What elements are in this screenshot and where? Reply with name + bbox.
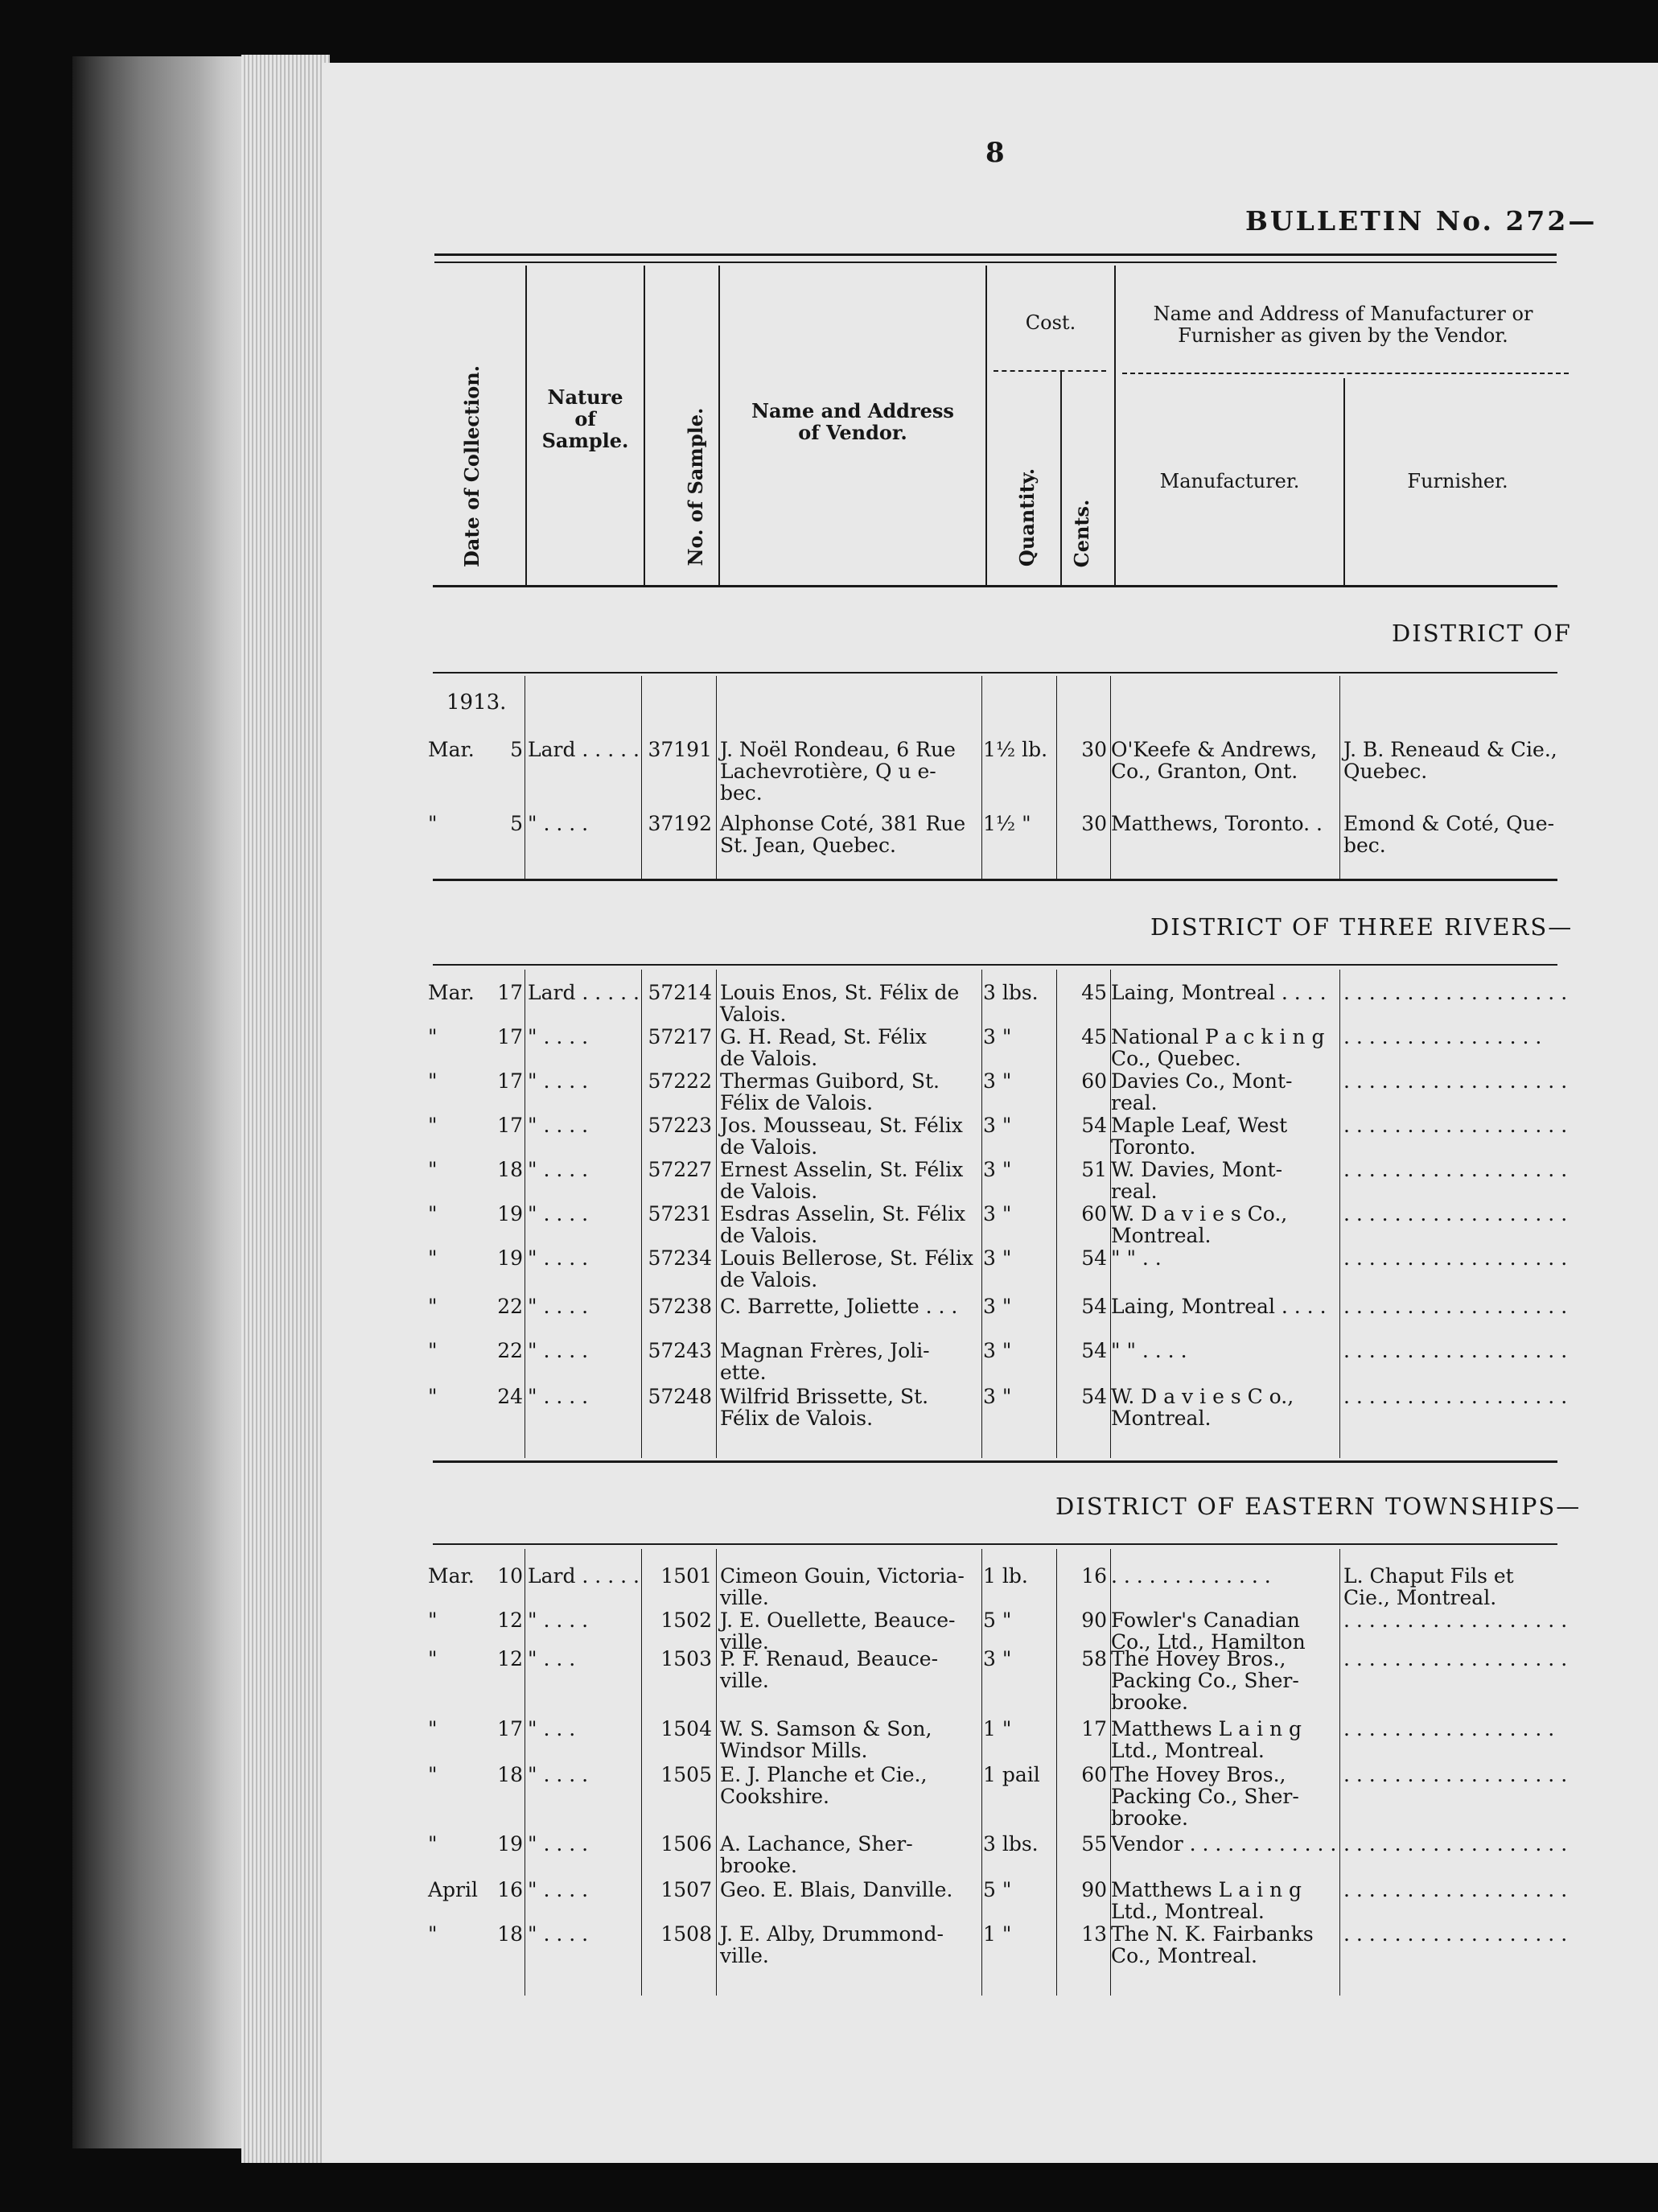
cell-nature: " . . . .	[528, 1295, 589, 1318]
cell-qty: 1½ "	[983, 812, 1031, 835]
cell-cents: 13	[1081, 1922, 1107, 1946]
cell-furnisher: . . . . . . . . . . . . . . . . . .	[1343, 1340, 1568, 1361]
cell-month: "	[428, 1158, 438, 1181]
cell-manufacturer: Laing, Montreal . . . .	[1111, 1295, 1327, 1318]
cell-vendor: W. S. Samson & Son, Windsor Mills.	[720, 1717, 932, 1762]
cell-month: "	[428, 1763, 438, 1786]
cell-sample: 57214	[648, 981, 712, 1004]
cell-month: Mar.	[428, 738, 475, 761]
cell-day: 12	[497, 1647, 523, 1670]
cell-day: 24	[497, 1385, 523, 1408]
cell-month: "	[428, 1295, 438, 1318]
section-top-rule	[433, 964, 1557, 966]
cell-cents: 60	[1081, 1763, 1107, 1786]
cell-furnisher: . . . . . . . . . . . . . . . . . .	[1343, 1070, 1568, 1092]
year-label: 1913.	[446, 690, 507, 715]
cell-manufacturer: Matthews L a i n g Ltd., Montreal.	[1111, 1717, 1302, 1762]
cell-furnisher: . . . . . . . . . . . . . . . . .	[1343, 1718, 1555, 1740]
cell-furnisher: . . . . . . . . . . . . . . . . . .	[1343, 1159, 1568, 1180]
cell-sample: 1506	[660, 1832, 712, 1856]
header-nature: Nature of Sample.	[541, 385, 629, 452]
cell-manufacturer: The Hovey Bros., Packing Co., Sher- brooke.	[1111, 1763, 1299, 1830]
header-manufacturer: Manufacturer.	[1159, 470, 1300, 492]
cell-nature: " . . . .	[528, 812, 589, 835]
cell-cents: 90	[1081, 1609, 1107, 1632]
cell-cents: 16	[1081, 1564, 1107, 1588]
cell-qty: 1 pail	[983, 1763, 1040, 1786]
cell-qty: 3 "	[983, 1202, 1012, 1225]
cell-day: 12	[497, 1609, 523, 1632]
cell-furnisher: . . . . . . . . . . . . . . . . . .	[1343, 1648, 1568, 1670]
cell-qty: 3 "	[983, 1647, 1012, 1670]
cell-nature: " . . .	[528, 1717, 576, 1740]
mfr-group-divider	[1122, 373, 1569, 374]
cell-nature: " . . . .	[528, 1609, 589, 1632]
cell-month: Mar.	[428, 981, 475, 1004]
cell-sample: 1503	[660, 1647, 712, 1670]
header-cents: Cents.	[1070, 499, 1093, 568]
header-sample-no: No. of Sample.	[684, 407, 707, 566]
cell-nature: " . . . .	[528, 1114, 589, 1137]
cell-nature: " . . . .	[528, 1922, 589, 1946]
cell-qty: 1½ lb.	[983, 738, 1048, 761]
column-divider	[716, 676, 717, 879]
section-top-rule	[433, 672, 1557, 673]
page-number: 8	[985, 137, 1005, 169]
cell-qty: 3 lbs.	[983, 981, 1039, 1004]
cell-day: 19	[497, 1832, 523, 1856]
cell-furnisher: . . . . . . . . . . . . . . . . . .	[1343, 1879, 1568, 1901]
cell-month: "	[428, 1202, 438, 1225]
cell-manufacturer: The Hovey Bros., Packing Co., Sher- brooke.	[1111, 1647, 1299, 1714]
cell-cents: 54	[1081, 1246, 1107, 1270]
cell-sample: 1502	[660, 1609, 712, 1632]
cell-vendor: Jos. Mousseau, St. Félix de Valois.	[720, 1114, 963, 1159]
cell-nature: Lard . . . . .	[528, 738, 640, 761]
cell-cents: 17	[1081, 1717, 1107, 1740]
cell-manufacturer: W. D a v i e s Co., Montreal.	[1111, 1202, 1288, 1247]
cell-day: 5	[510, 738, 523, 761]
cell-day: 17	[497, 1717, 523, 1740]
header-col-divider	[1060, 370, 1062, 585]
cell-manufacturer: " " . . . .	[1111, 1339, 1187, 1362]
cell-manufacturer: National P a c k i n g Co., Quebec.	[1111, 1025, 1325, 1070]
cell-vendor: Thermas Guibord, St. Félix de Valois.	[720, 1069, 940, 1114]
cell-sample: 37191	[648, 738, 712, 761]
cell-cents: 45	[1081, 1025, 1107, 1048]
page-stack-edge	[241, 55, 330, 2163]
cell-furnisher: Emond & Coté, Que- bec.	[1343, 812, 1555, 857]
cell-furnisher: . . . . . . . . . . . . . . . . . .	[1343, 1247, 1568, 1269]
cell-manufacturer: Fowler's Canadian Co., Ltd., Hamilton	[1111, 1609, 1306, 1654]
cell-manufacturer: O'Keefe & Andrews, Co., Granton, Ont.	[1111, 738, 1318, 783]
cell-nature: " . . . .	[528, 1385, 589, 1408]
header-furnisher: Furnisher.	[1407, 470, 1508, 492]
cell-month: "	[428, 1385, 438, 1408]
cell-cents: 54	[1081, 1385, 1107, 1408]
cell-month: "	[428, 1069, 438, 1093]
cell-sample: 1504	[660, 1717, 712, 1740]
cell-nature: " . . . .	[528, 1025, 589, 1048]
cell-furnisher: . . . . . . . . . . . . . . . .	[1343, 1026, 1542, 1048]
header-date: Date of Collection.	[460, 365, 483, 567]
header-col-divider	[644, 266, 645, 585]
cell-nature: " . . . .	[528, 1202, 589, 1225]
cell-qty: 3 "	[983, 1246, 1012, 1270]
cell-vendor: Geo. E. Blais, Danville.	[720, 1878, 953, 1901]
header-cost: Cost.	[1025, 311, 1076, 334]
district-heading: DISTRICT OF THREE RIVERS—	[1150, 913, 1574, 941]
cell-vendor: Cimeon Gouin, Victoria- ville.	[720, 1564, 965, 1609]
column-divider	[1056, 676, 1057, 879]
cell-sample: 57231	[648, 1202, 712, 1225]
cell-manufacturer: Davies Co., Mont- real.	[1111, 1069, 1293, 1114]
header-vendor: Name and Address of Vendor.	[751, 399, 954, 444]
cell-month: "	[428, 1339, 438, 1362]
cell-vendor: Magnan Frères, Joli- ette.	[720, 1339, 930, 1384]
book-spine-edge	[72, 56, 249, 2148]
cell-vendor: E. J. Planche et Cie., Cookshire.	[720, 1763, 928, 1808]
cell-vendor: P. F. Renaud, Beauce- ville.	[720, 1647, 939, 1692]
cell-month: "	[428, 1114, 438, 1137]
cell-qty: 3 "	[983, 1158, 1012, 1181]
column-divider	[641, 676, 642, 879]
cell-cents: 54	[1081, 1295, 1107, 1318]
cell-furnisher: . . . . . . . . . . . . . . . . . .	[1343, 982, 1568, 1003]
cell-vendor: G. H. Read, St. Félix de Valois.	[720, 1025, 928, 1070]
cell-vendor: Alphonse Coté, 381 Rue St. Jean, Quebec.	[720, 812, 966, 857]
cell-vendor: J. E. Ouellette, Beauce- ville.	[720, 1609, 956, 1654]
cell-sample: 1507	[660, 1878, 712, 1901]
cell-month: "	[428, 1832, 438, 1856]
cell-nature: Lard . . . . .	[528, 1564, 640, 1588]
cell-cents: 55	[1081, 1832, 1107, 1856]
cell-sample: 57217	[648, 1025, 712, 1048]
cell-day: 19	[497, 1202, 523, 1225]
cell-month: April	[428, 1878, 478, 1901]
cell-manufacturer: Laing, Montreal . . . .	[1111, 981, 1327, 1004]
cell-nature: Lard . . . . .	[528, 981, 640, 1004]
cell-manufacturer: W. D a v i e s C o., Montreal.	[1111, 1385, 1294, 1430]
cell-sample: 57243	[648, 1339, 712, 1362]
cell-cents: 30	[1081, 738, 1107, 761]
cell-cents: 58	[1081, 1647, 1107, 1670]
cell-qty: 1 "	[983, 1717, 1012, 1740]
cell-furnisher: . . . . . . . . . . . . . . . . . .	[1343, 1295, 1568, 1317]
cell-sample: 1501	[660, 1564, 712, 1588]
section-top-rule	[433, 1543, 1557, 1545]
cell-month: "	[428, 1922, 438, 1946]
cell-day: 16	[497, 1878, 523, 1901]
cost-divider	[994, 370, 1106, 372]
cell-day: 17	[497, 1069, 523, 1093]
cell-sample: 1508	[660, 1922, 712, 1946]
cell-manufacturer: The N. K. Fairbanks Co., Montreal.	[1111, 1922, 1314, 1967]
cell-furnisher: L. Chaput Fils et Cie., Montreal.	[1343, 1564, 1514, 1609]
cell-day: 5	[510, 812, 523, 835]
cell-day: 17	[497, 1114, 523, 1137]
cell-day: 19	[497, 1246, 523, 1270]
cell-day: 22	[497, 1339, 523, 1362]
cell-month: "	[428, 1647, 438, 1670]
cell-nature: " . . . .	[528, 1158, 589, 1181]
cell-qty: 3 "	[983, 1025, 1012, 1048]
cell-sample: 57238	[648, 1295, 712, 1318]
cell-sample: 57234	[648, 1246, 712, 1270]
cell-vendor: C. Barrette, Joliette . . .	[720, 1295, 958, 1318]
cell-month: Mar.	[428, 1564, 475, 1588]
cell-cents: 60	[1081, 1069, 1107, 1093]
cell-sample: 57227	[648, 1158, 712, 1181]
bulletin-header: BULLETIN No. 272—	[1245, 205, 1598, 237]
cell-day: 22	[497, 1295, 523, 1318]
cell-vendor: A. Lachance, Sher- brooke.	[720, 1832, 913, 1877]
cell-cents: 60	[1081, 1202, 1107, 1225]
cell-nature: " . . . .	[528, 1069, 589, 1093]
cell-cents: 54	[1081, 1114, 1107, 1137]
header-top-rule	[434, 253, 1557, 256]
cell-cents: 30	[1081, 812, 1107, 835]
header-quantity: Quantity.	[1015, 468, 1039, 567]
cell-qty: 3 "	[983, 1339, 1012, 1362]
cell-manufacturer: Vendor . . . . . . . . . . . .	[1111, 1832, 1337, 1856]
cell-sample: 57223	[648, 1114, 712, 1137]
cell-manufacturer: Matthews, Toronto. .	[1111, 812, 1323, 835]
cell-cents: 51	[1081, 1158, 1107, 1181]
cell-manufacturer: . . . . . . . . . . . . .	[1111, 1564, 1271, 1588]
cell-day: 18	[497, 1922, 523, 1946]
cell-qty: 5 "	[983, 1609, 1012, 1632]
cell-month: "	[428, 1246, 438, 1270]
cell-qty: 1 lb.	[983, 1564, 1028, 1588]
cell-furnisher: J. B. Reneaud & Cie., Quebec.	[1343, 738, 1557, 783]
cell-furnisher: . . . . . . . . . . . . . . . . . .	[1343, 1833, 1568, 1855]
cell-qty: 3 "	[983, 1385, 1012, 1408]
cell-furnisher: . . . . . . . . . . . . . . . . . .	[1343, 1386, 1568, 1407]
cell-furnisher: . . . . . . . . . . . . . . . . . .	[1343, 1764, 1568, 1786]
header-top-rule-2	[434, 262, 1557, 263]
cell-vendor: Ernest Asselin, St. Félix de Valois.	[720, 1158, 964, 1203]
cell-qty: 1 "	[983, 1922, 1012, 1946]
cell-furnisher: . . . . . . . . . . . . . . . . . .	[1343, 1114, 1568, 1136]
cell-qty: 5 "	[983, 1878, 1012, 1901]
cell-month: "	[428, 1609, 438, 1632]
column-divider	[716, 970, 717, 1458]
district-heading: DISTRICT OF	[1392, 620, 1572, 647]
header-bottom-rule	[433, 585, 1557, 587]
cell-day: 18	[497, 1763, 523, 1786]
cell-qty: 3 "	[983, 1114, 1012, 1137]
cell-vendor: J. E. Alby, Drummond- ville.	[720, 1922, 944, 1967]
header-mfr-group: Name and Address of Manufacturer or Furnisher as given by the Vendor.	[1153, 303, 1533, 347]
cell-furnisher: . . . . . . . . . . . . . . . . . .	[1343, 1203, 1568, 1225]
cell-day: 17	[497, 1025, 523, 1048]
cell-month: "	[428, 812, 438, 835]
cell-vendor: Esdras Asselin, St. Félix de Valois.	[720, 1202, 966, 1247]
cell-furnisher: . . . . . . . . . . . . . . . . . .	[1343, 1923, 1568, 1945]
cell-day: 17	[497, 981, 523, 1004]
cell-month: "	[428, 1025, 438, 1048]
cell-manufacturer: " " . .	[1111, 1246, 1162, 1270]
cell-vendor: Louis Enos, St. Félix de Valois.	[720, 981, 960, 1026]
section-bottom-rule	[433, 1460, 1557, 1463]
cell-manufacturer: W. Davies, Mont- real.	[1111, 1158, 1283, 1203]
district-heading: DISTRICT OF EASTERN TOWNSHIPS—	[1055, 1493, 1582, 1520]
cell-cents: 90	[1081, 1878, 1107, 1901]
cell-qty: 3 "	[983, 1069, 1012, 1093]
cell-cents: 45	[1081, 981, 1107, 1004]
cell-cents: 54	[1081, 1339, 1107, 1362]
cell-vendor: Louis Bellerose, St. Félix de Valois.	[720, 1246, 973, 1291]
cell-nature: " . . . .	[528, 1763, 589, 1786]
cell-qty: 3 lbs.	[983, 1832, 1039, 1856]
cell-vendor: J. Noël Rondeau, 6 Rue Lachevrotière, Q u e- bec.	[720, 738, 956, 805]
cell-furnisher: . . . . . . . . . . . . . . . . . .	[1343, 1609, 1568, 1631]
cell-nature: " . . . .	[528, 1878, 589, 1901]
cell-day: 18	[497, 1158, 523, 1181]
cell-nature: " . . . .	[528, 1832, 589, 1856]
cell-qty: 3 "	[983, 1295, 1012, 1318]
cell-sample: 57222	[648, 1069, 712, 1093]
cell-day: 10	[497, 1564, 523, 1588]
cell-sample: 37192	[648, 812, 712, 835]
section-bottom-rule	[433, 879, 1557, 881]
column-divider	[716, 1549, 717, 1996]
cell-sample: 1505	[660, 1763, 712, 1786]
cell-nature: " . . .	[528, 1647, 576, 1670]
cell-manufacturer: Matthews L a i n g Ltd., Montreal.	[1111, 1878, 1302, 1923]
cell-month: "	[428, 1717, 438, 1740]
cell-manufacturer: Maple Leaf, West Toronto.	[1111, 1114, 1288, 1159]
cell-nature: " . . . .	[528, 1246, 589, 1270]
cell-vendor: Wilfrid Brissette, St. Félix de Valois.	[720, 1385, 929, 1430]
cell-sample: 57248	[648, 1385, 712, 1408]
cell-nature: " . . . .	[528, 1339, 589, 1362]
